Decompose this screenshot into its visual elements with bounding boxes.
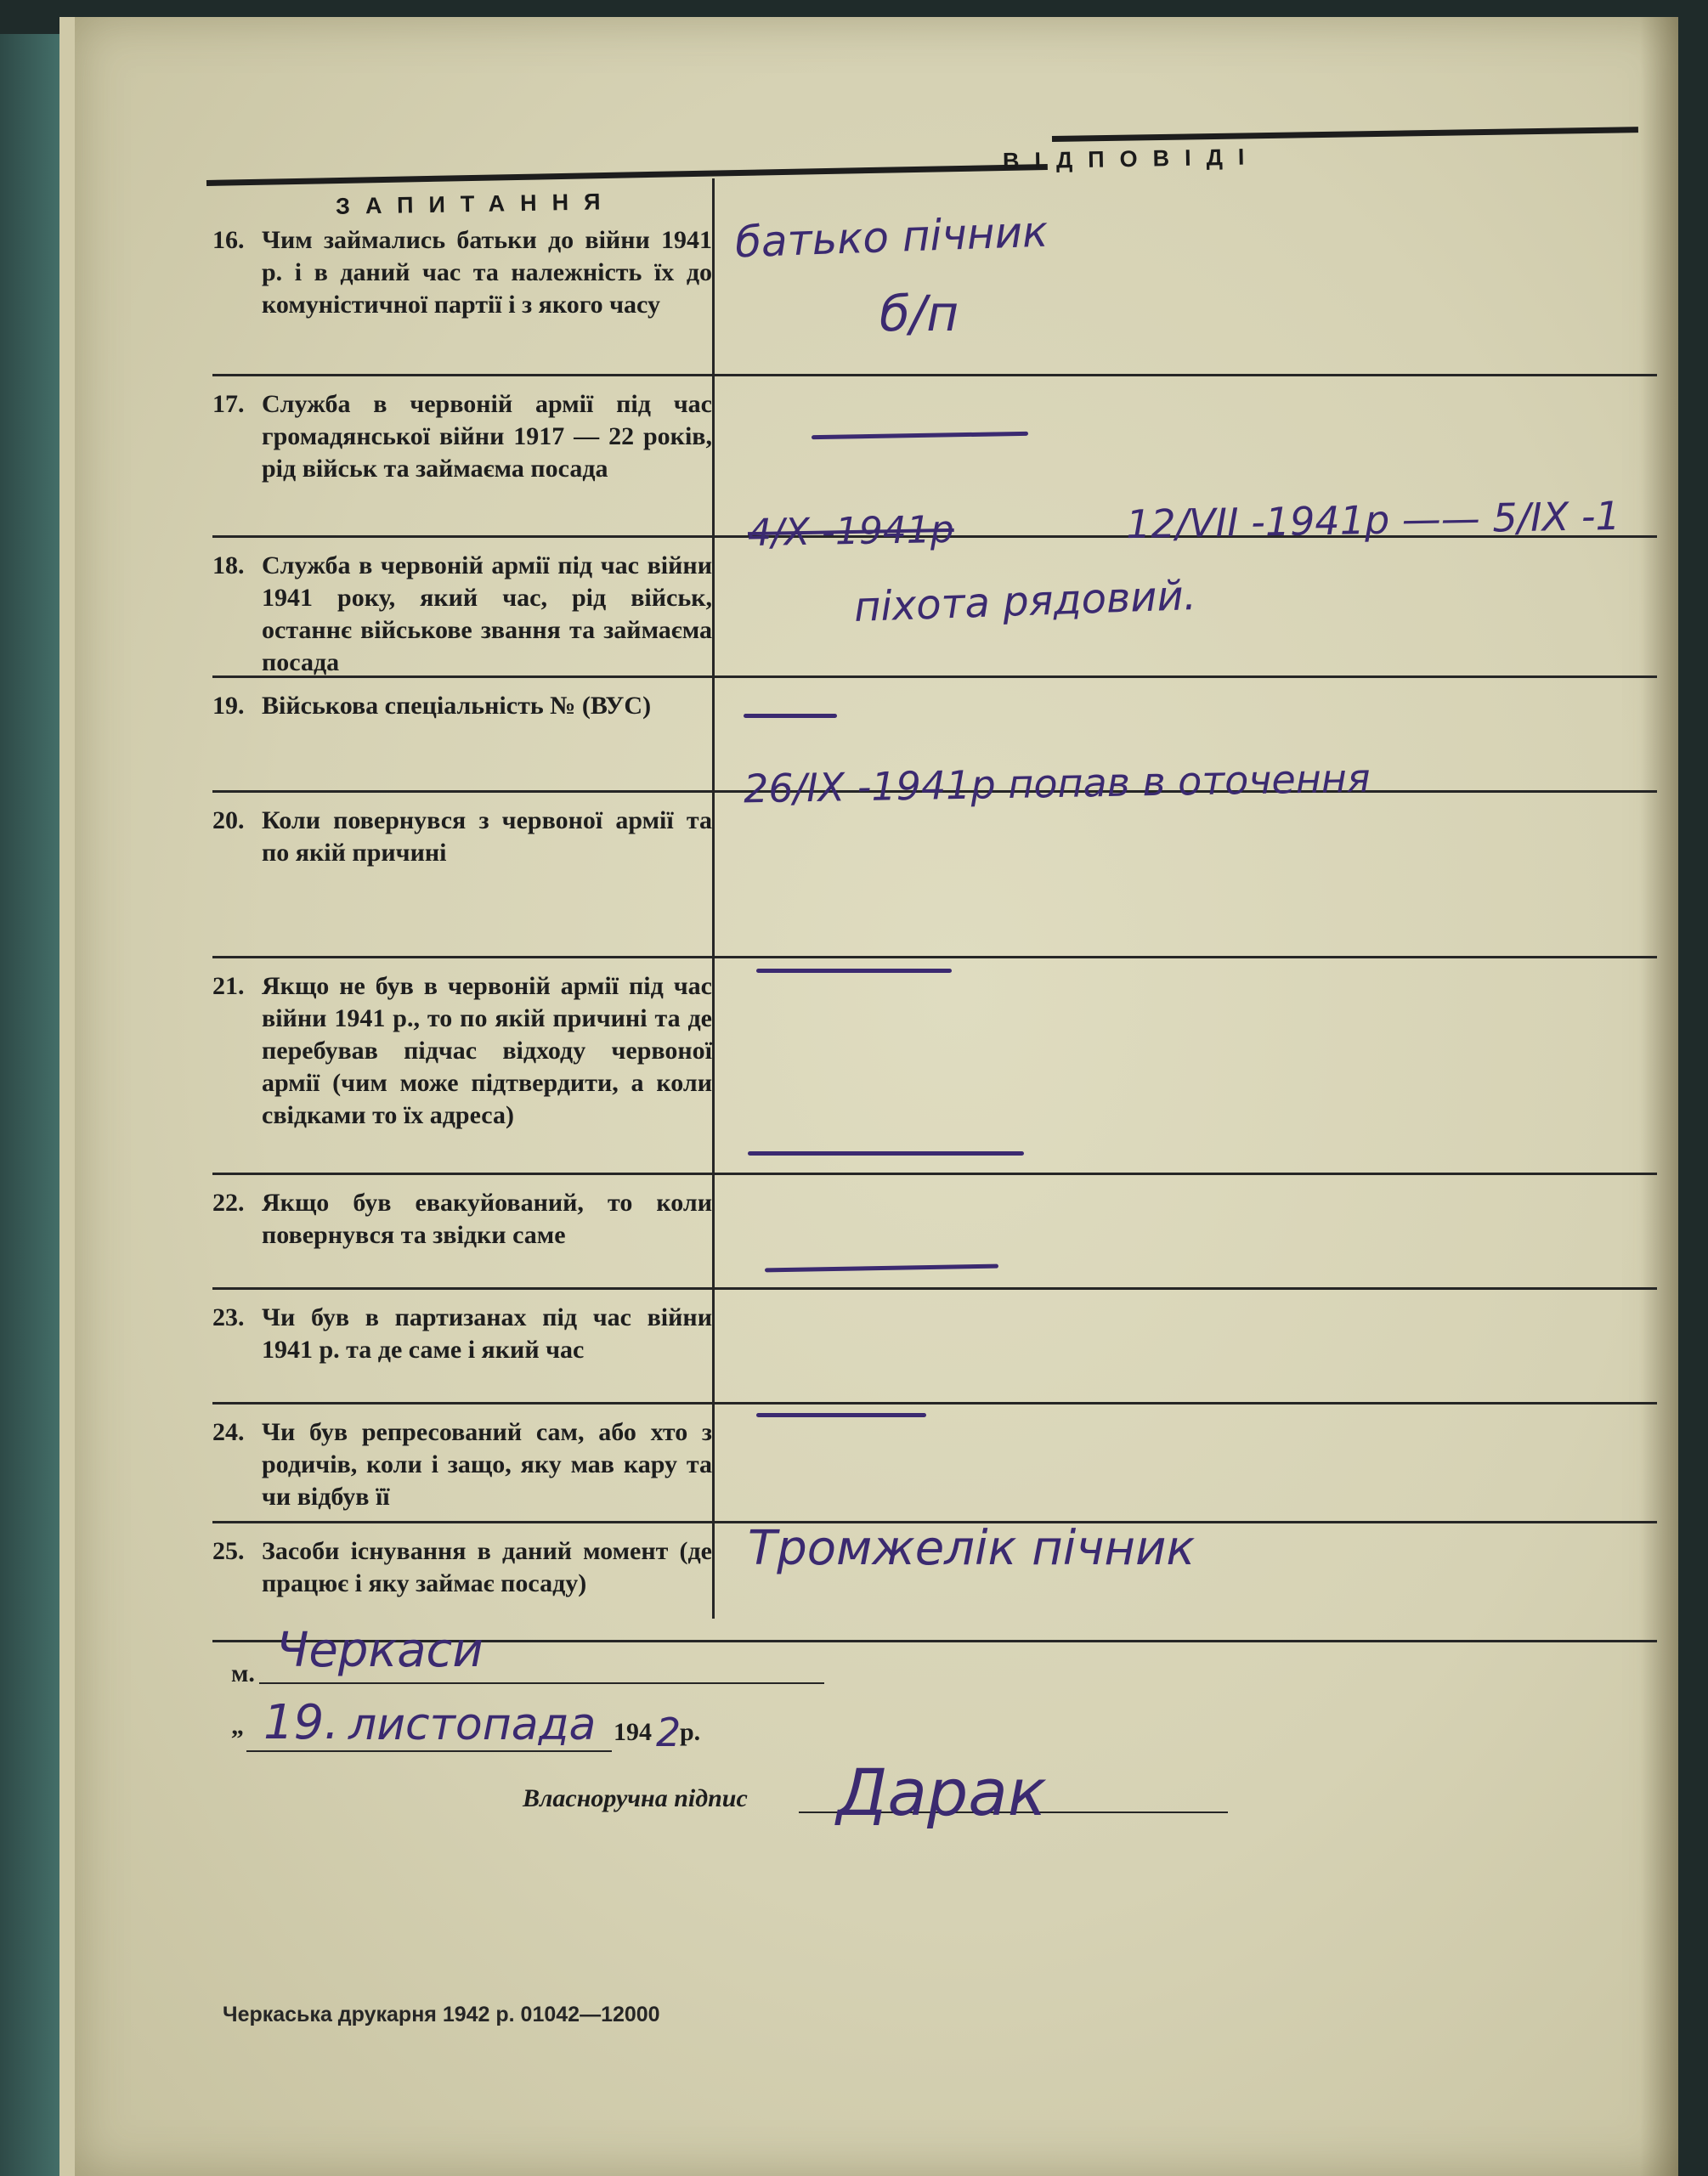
question-18 bbox=[212, 550, 714, 679]
question-text: Чим займались батьки до війни 1941 р. і в даний час та належність їх до комуністичної партії і з якого часу bbox=[262, 226, 712, 319]
question-number: 20. bbox=[212, 806, 245, 834]
city-name: Черкаси bbox=[276, 1623, 484, 1678]
table-row bbox=[212, 956, 1657, 1175]
year-suffix: р. bbox=[680, 1718, 701, 1746]
city-prefix: м. bbox=[231, 1659, 255, 1687]
printer-imprint: Черкаська друкарня 1942 р. 01042—12000 bbox=[223, 2003, 660, 2026]
answer-16-line2: б/п bbox=[879, 285, 959, 342]
question-text: Засоби існування в даний момент (де працює і яку займає посаду) bbox=[262, 1537, 712, 1597]
year-prefix: 194 bbox=[614, 1718, 652, 1746]
question-number: 24. bbox=[212, 1418, 245, 1446]
question-text: Якщо не був в червоній армії під час війни 1941 р., то по якій причині та де перебував підчас відходу червоної армії (чим може підтвердити, а коли свідками то їх адреса) bbox=[262, 972, 712, 1129]
city-underline bbox=[259, 1682, 824, 1684]
answer-18-dates: 12/VII -1941р —— 5/IX -1 bbox=[1125, 492, 1621, 548]
answer-20: 26/IX -1941р попав в оточення bbox=[743, 755, 1371, 812]
question-23 bbox=[212, 1302, 714, 1366]
date-day: 19. bbox=[263, 1695, 340, 1750]
question-text: Служба в червоній армії під час громадянської війни 1917 — 22 років, рід військ та займаєма посада bbox=[262, 390, 712, 483]
date-open-quote: „ bbox=[231, 1712, 244, 1740]
table-row bbox=[212, 1287, 1657, 1405]
year-digit: 2 bbox=[656, 1710, 682, 1755]
table-row bbox=[212, 1173, 1657, 1290]
question-text: Служба в червоній армії під час війни 1941 року, який час, рід військ, останнє військове звання та займаєма посада bbox=[262, 551, 712, 676]
question-text: Чи був репресований сам, або хто з родичів, коли і защо, яку мав кару та чи відбув її bbox=[262, 1418, 712, 1511]
signature: Дарак bbox=[837, 1755, 1047, 1830]
answer-22-dash bbox=[748, 1151, 1024, 1156]
answer-18-line2: піхота рядовий. bbox=[853, 571, 1197, 632]
question-text: Чи був в партизанах під час війни 1941 р. та де саме і який час bbox=[262, 1303, 712, 1364]
answers-header: ВІДПОВІДІ bbox=[1002, 144, 1260, 174]
question-21 bbox=[212, 970, 714, 1132]
answer-19-dash bbox=[744, 714, 837, 718]
answer-25: Тромжелік пічник bbox=[748, 1521, 1196, 1576]
question-number: 21. bbox=[212, 972, 245, 1000]
question-text: Коли повернувся з червоної армії та по якій причині bbox=[262, 806, 712, 867]
answer-24-dash bbox=[756, 1413, 926, 1417]
question-number: 16. bbox=[212, 226, 245, 254]
question-text: Якщо був евакуйований, то коли повернувся та звідки саме bbox=[262, 1189, 712, 1249]
question-25 bbox=[212, 1535, 714, 1600]
question-19 bbox=[212, 690, 714, 722]
table-row bbox=[212, 1402, 1657, 1523]
date-month: листопада bbox=[348, 1699, 597, 1750]
question-20 bbox=[212, 805, 714, 869]
question-number: 23. bbox=[212, 1303, 245, 1331]
answer-18-struck: 4/X -1941р bbox=[747, 507, 955, 556]
question-16 bbox=[212, 224, 714, 321]
question-number: 17. bbox=[212, 390, 245, 418]
table-row bbox=[212, 790, 1657, 958]
question-22 bbox=[212, 1187, 714, 1252]
question-text: Військова спеціальність № (ВУС) bbox=[262, 692, 652, 720]
question-24 bbox=[212, 1416, 714, 1513]
answer-21-dash bbox=[756, 969, 952, 973]
signature-label: Власноручна підпис bbox=[523, 1784, 748, 1812]
questions-header: ЗАПИТАННЯ bbox=[335, 189, 616, 219]
question-number: 18. bbox=[212, 551, 245, 579]
question-number: 19. bbox=[212, 692, 245, 720]
answer-16-line1: батько пічник bbox=[734, 206, 1049, 268]
question-17 bbox=[212, 388, 714, 485]
question-number: 25. bbox=[212, 1537, 245, 1565]
date-underline bbox=[246, 1750, 612, 1752]
question-number: 22. bbox=[212, 1189, 245, 1217]
